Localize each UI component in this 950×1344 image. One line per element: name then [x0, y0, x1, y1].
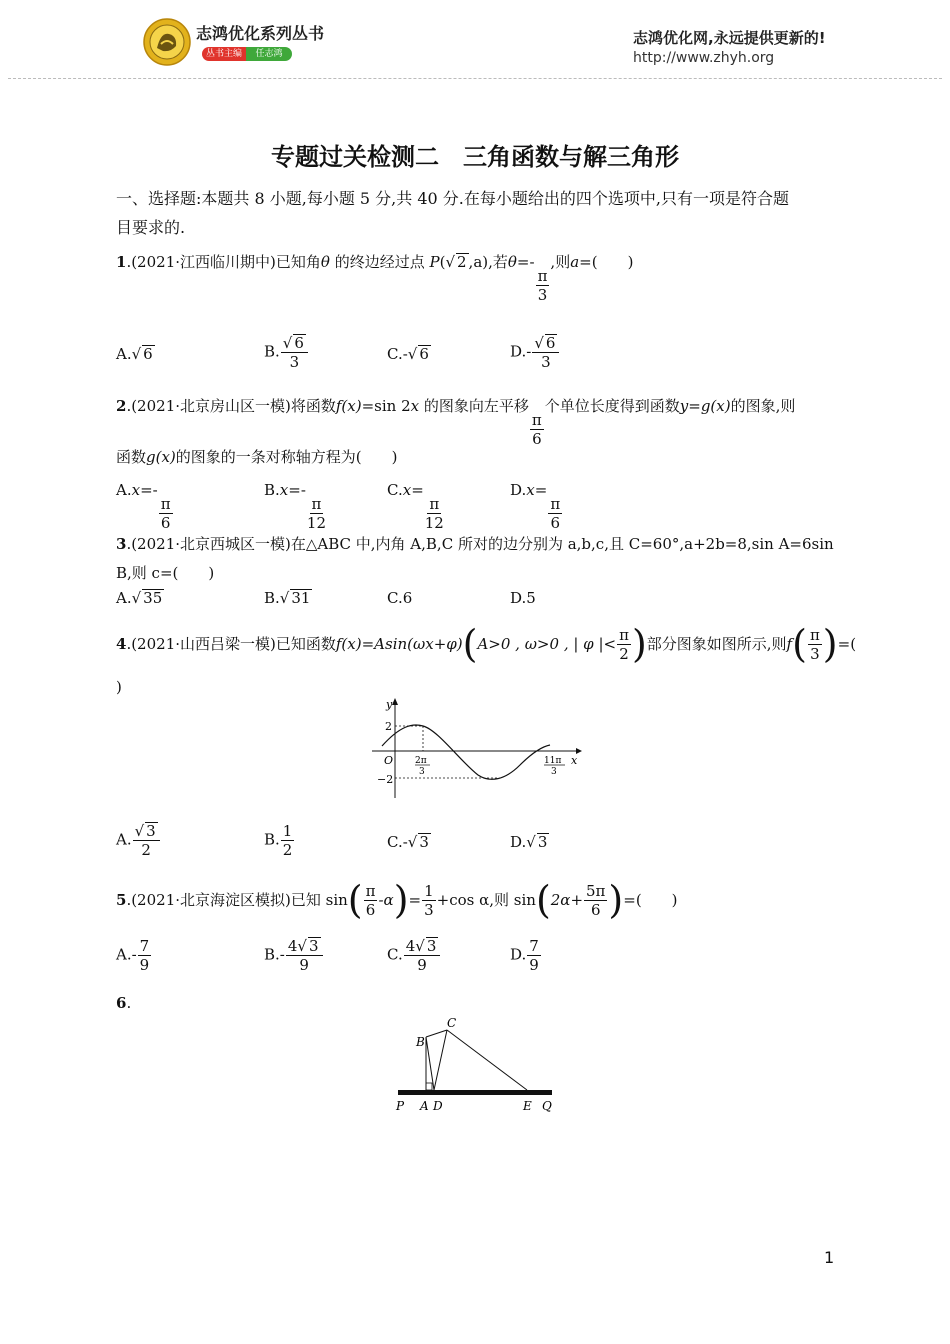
- q4-option-c[interactable]: C.-√ 3: [387, 833, 429, 851]
- tick-11pi-3-num: 11π: [544, 756, 562, 766]
- tick-2pi-3-num: 2π: [415, 756, 427, 766]
- tick-2pi-3-den: 3: [419, 767, 425, 777]
- segment-DB: [426, 1037, 434, 1090]
- segment-CD: [434, 1030, 447, 1090]
- point-B-label: B: [416, 1035, 425, 1049]
- sine-graph: [360, 693, 590, 803]
- q3-option-a[interactable]: A.√ 35: [116, 589, 163, 607]
- question-2: 2.(2021·北京房山区一模)将函数f(x)=sin 2x 的图象向左平移 $\frac{\pi}{6}$ 个单位长度得到函数y=g(x)的图象,则: [116, 397, 796, 448]
- x-label: x: [571, 754, 578, 767]
- q3-option-b[interactable]: B.√ 31: [264, 589, 311, 607]
- page-title: 专题过关检测二 三角函数与解三角形: [271, 143, 679, 171]
- q2-option-c[interactable]: C.x= $\frac{\pi}{12}$: [387, 481, 444, 532]
- question-3: 3.(2021·北京西城区一模)在△ABC 中,内角 A,B,C 所对的边分别为 a,b,c,且 C=60°,a+2b=8,sin A=6sin: [116, 535, 834, 553]
- page-number: 1: [824, 1248, 835, 1267]
- q1-option-c[interactable]: C.-√ 6: [387, 345, 429, 363]
- ymax-label: 2: [385, 720, 392, 733]
- point-C-label: C: [447, 1016, 457, 1030]
- right-angle-mark: [426, 1083, 432, 1090]
- series-title: 志鸿优化系列丛书: [196, 24, 325, 43]
- q4-option-b[interactable]: B. $\frac{1}{2}$: [264, 822, 293, 859]
- q1-option-a[interactable]: A.√ 6: [116, 345, 153, 363]
- editor-badge-right: 任志鸿: [246, 47, 292, 61]
- y-label: y: [386, 698, 393, 711]
- point-A-label: A: [420, 1099, 429, 1113]
- q5-option-b[interactable]: B.- $\frac{4√ 3}{9}$: [264, 937, 324, 974]
- point-D-label: D: [433, 1099, 443, 1113]
- site-url[interactable]: http://www.zhyh.org: [633, 50, 775, 66]
- segment-CE: [447, 1030, 527, 1090]
- question-4-close: ): [116, 678, 122, 696]
- question-3-line2: B,则 c=( ): [116, 564, 215, 582]
- ymin-label: −2: [377, 773, 394, 786]
- question-number: 1: [116, 253, 127, 271]
- question-5: 5 .(2021·北京海淀区模拟) 已知 sin ( $\frac{\pi}{6}$ -α ) = $\frac{1}{3}$ +cos α,则 sin ( 2α+ $\frac{5\pi}{6}$ ) =( ): [116, 878, 678, 922]
- q1-option-b[interactable]: B. $\frac{√ 6}{3}$: [264, 334, 309, 371]
- q2-option-a[interactable]: A.x=- $\frac{\pi}{6}$: [116, 481, 171, 532]
- question-4: 4 .(2021·山西吕梁一模) 已知函数 f(x)=Asin(ωx+φ) ( A>0 , ω>0 , | φ |< $\frac{\pi}{2}$ ) 部分图象如图所示,则 f ( $\frac{\pi}{3}$ ) =(: [116, 622, 857, 666]
- q2-option-d[interactable]: D.x= $\frac{\pi}{6}$: [510, 481, 561, 532]
- q3-option-c[interactable]: C.6: [387, 589, 413, 607]
- editor-badge-left: 丛书主编: [202, 47, 246, 61]
- q5-option-a[interactable]: A.- $\frac{7}{9}$: [116, 937, 150, 974]
- q4-option-a[interactable]: A. $\frac{√ 3}{2}$: [116, 822, 161, 859]
- q5-option-d[interactable]: D. $\frac{7}{9}$: [510, 937, 539, 974]
- logo-emblem-icon: [143, 18, 191, 66]
- header: [0, 0, 950, 80]
- section-intro-line2: 目要求的.: [116, 218, 186, 237]
- question-2-line2: 函数g(x)的图象的一条对称轴方程为( ): [116, 448, 398, 466]
- sine-curve: [382, 725, 550, 779]
- question-1: 1.(2021·江西临川期中)已知角θ 的终边经过点 P(√ 2 ,a),若θ=- $\frac{\pi}{3}$ ,则a=( ): [116, 253, 634, 304]
- tick-11pi-3-den: 3: [551, 767, 557, 777]
- q5-option-c[interactable]: C. $\frac{4√ 3}{9}$: [387, 937, 441, 974]
- slogan: 志鸿优化网,永远提供更新的!: [633, 29, 826, 47]
- q4-option-d[interactable]: D.√ 3: [510, 833, 548, 851]
- origin-label: O: [384, 754, 394, 767]
- q1-option-d[interactable]: D.- $\frac{√ 6}{3}$: [510, 334, 560, 371]
- point-E-label: E: [523, 1099, 532, 1113]
- point-Q-label: Q: [542, 1099, 552, 1113]
- section-intro-line1: 一、选择题:本题共 8 小题,每小题 5 分,共 40 分.在每小题给出的四个选项中,只有一项是符合题: [116, 189, 789, 208]
- geometry-figure: [390, 1012, 565, 1117]
- header-divider: [8, 78, 942, 79]
- q2-option-b[interactable]: B.x=- $\frac{\pi}{12}$: [264, 481, 326, 532]
- ground-line: [398, 1090, 552, 1095]
- q3-option-d[interactable]: D.5: [510, 589, 536, 607]
- segment-BC: [426, 1030, 447, 1037]
- question-6: 6.: [116, 994, 132, 1012]
- y-axis-arrow-icon: [392, 698, 398, 705]
- point-P-label: P: [396, 1099, 405, 1113]
